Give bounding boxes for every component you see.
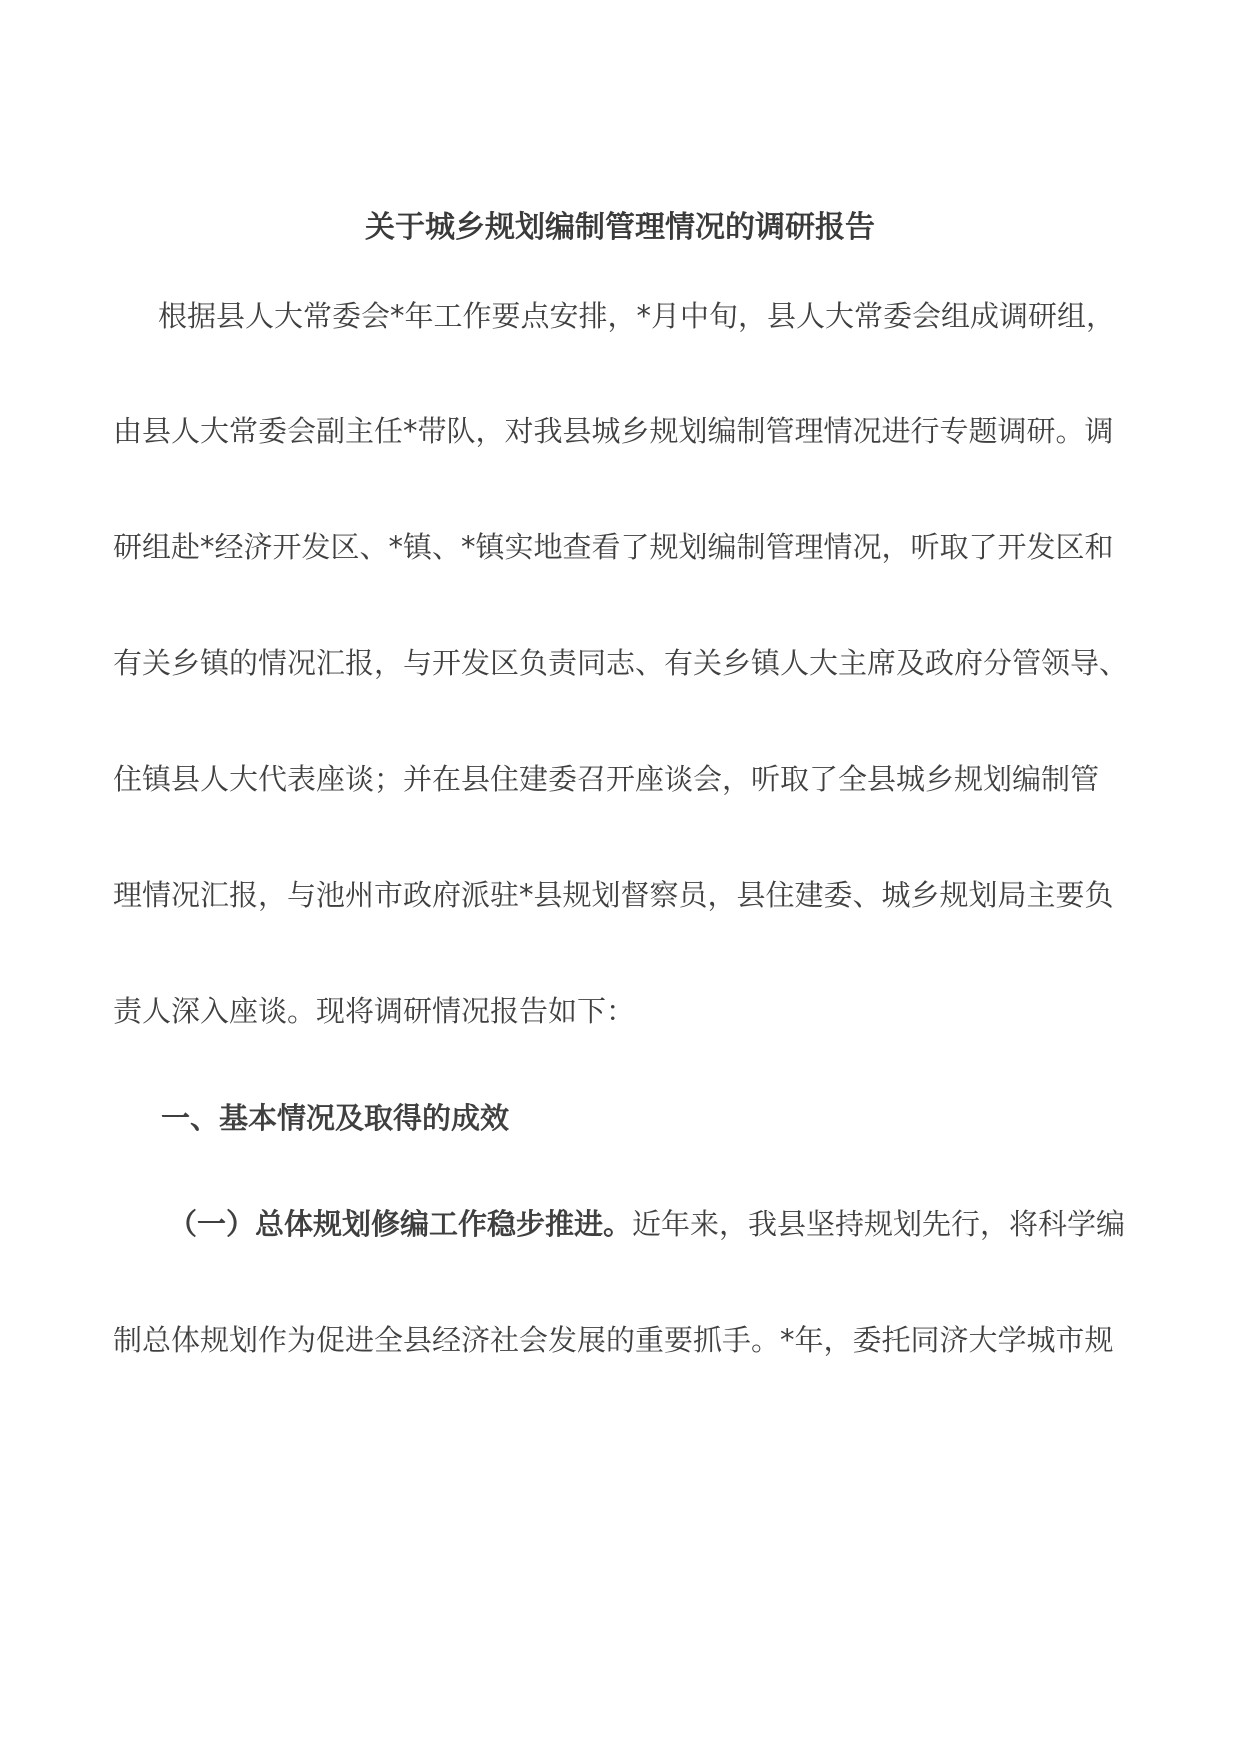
document-title: 关于城乡规划编制管理情况的调研报告 — [365, 210, 875, 245]
paragraph-1-line-5: 住镇县人大代表座谈；并在县住建委召开座谈会，听取了全县城乡规划编制管 — [113, 762, 1100, 796]
paragraph-1-line-4: 有关乡镇的情况汇报，与开发区负责同志、有关乡镇人大主席及政府分管领导、 — [113, 646, 1129, 680]
subsection-1-line-2: 制总体规划作为促进全县经济社会发展的重要抓手。*年，委托同济大学城市规 — [113, 1323, 1114, 1357]
subsection-1-line-1 — [168, 1204, 1125, 1244]
paragraph-1-line-2: 由县人大常委会副主任*带队，对我县城乡规划编制管理情况进行专题调研。调 — [113, 414, 1114, 448]
paragraph-1-line-3: 研组赴*经济开发区、*镇、*镇实地查看了规划编制管理情况，听取了开发区和 — [113, 530, 1114, 564]
subsection-1-bold-lead: （一）总体规划修编工作稳步推进。 — [168, 1207, 633, 1241]
subsection-1-line-1-text: 近年来，我县坚持规划先行，将科学编 — [632, 1207, 1126, 1241]
section-1-heading: 一、基本情况及取得的成效 — [161, 1101, 510, 1135]
paragraph-1-line-6: 理情况汇报，与池州市政府派驻*县规划督察员，县住建委、城乡规划局主要负 — [113, 878, 1114, 912]
paragraph-1-line-1: 根据县人大常委会*年工作要点安排，*月中旬，县人大常委会组成调研组， — [158, 299, 1116, 333]
paragraph-1-line-7: 责人深入座谈。现将调研情况报告如下： — [113, 994, 636, 1028]
